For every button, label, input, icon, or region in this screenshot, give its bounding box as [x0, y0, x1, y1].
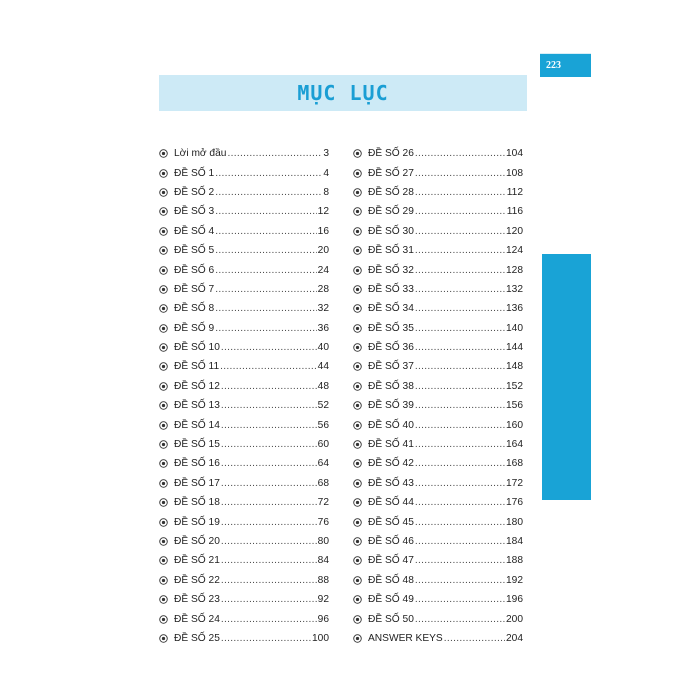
toc-entry-label: ĐỀ SỐ 23 — [174, 594, 220, 606]
toc-entry-page: 44 — [317, 361, 329, 373]
toc-entry-label: ĐỀ SỐ 8 — [174, 303, 215, 315]
dot-leader — [215, 265, 316, 276]
dot-leader — [221, 594, 317, 605]
toc-entry-label: ĐỀ SỐ 44 — [368, 497, 414, 509]
toc-entry-page: 52 — [317, 400, 329, 412]
toc-entry — [353, 435, 523, 454]
toc-entry-label: ĐỀ SỐ 45 — [368, 516, 414, 528]
bullet-icon — [159, 498, 168, 507]
bullet-icon — [159, 304, 168, 313]
toc-entry-page: 120 — [506, 225, 523, 237]
toc-entry-page: 80 — [317, 536, 329, 547]
toc-entry-page: 176 — [506, 497, 523, 509]
toc-entry-page: 136 — [506, 303, 523, 315]
bullet-icon — [159, 246, 168, 255]
dot-leader — [415, 265, 505, 276]
toc-column-left — [159, 144, 329, 648]
toc-entry-page: 40 — [317, 342, 329, 354]
toc-entry-label: ĐỀ SỐ 12 — [174, 380, 220, 392]
bullet-icon — [353, 149, 362, 158]
toc-entry-label: ĐỀ SỐ 31 — [368, 245, 414, 257]
bullet-icon — [159, 169, 168, 178]
dot-leader — [221, 439, 317, 450]
toc-entry-page: 96 — [317, 613, 329, 625]
toc-entry-label: ĐỀ SỐ 14 — [174, 419, 220, 431]
dot-leader — [215, 187, 322, 198]
bullet-icon — [353, 343, 362, 352]
toc-entry — [353, 532, 523, 551]
bullet-icon — [353, 479, 362, 488]
dot-leader — [415, 575, 505, 586]
toc-entry-label: ĐỀ SỐ 42 — [368, 458, 414, 470]
toc-entry-label: ĐỀ SỐ 39 — [368, 400, 414, 412]
bullet-icon — [159, 343, 168, 352]
toc-entry-label: ĐỀ SỐ 10 — [174, 342, 220, 354]
toc-entry — [353, 377, 523, 396]
dot-leader — [415, 148, 505, 159]
dot-leader — [415, 245, 505, 256]
toc-entry-page: 148 — [506, 361, 523, 373]
bullet-icon — [159, 149, 168, 158]
page-number-badge — [540, 53, 591, 77]
toc-entry-label: ĐỀ SỐ 19 — [174, 516, 220, 528]
dot-leader — [215, 206, 316, 217]
dot-leader — [221, 536, 317, 547]
toc-entry — [353, 280, 523, 299]
bullet-icon — [159, 576, 168, 585]
toc-entry — [159, 377, 329, 396]
toc-entry — [159, 260, 329, 279]
toc-entry-label: ĐỀ SỐ 29 — [368, 206, 414, 218]
toc-entry-page: 16 — [317, 225, 329, 237]
dot-leader — [415, 168, 505, 179]
bullet-icon — [353, 382, 362, 391]
toc-entry — [353, 629, 523, 648]
toc-entry — [159, 454, 329, 473]
toc-entry-label: ĐỀ SỐ 15 — [174, 439, 220, 451]
toc-entry-page: 100 — [312, 632, 329, 644]
dot-leader — [221, 478, 317, 489]
dot-leader — [415, 323, 505, 334]
bullet-icon — [353, 634, 362, 643]
toc-entry — [159, 532, 329, 551]
toc-entry-page: 112 — [506, 186, 523, 198]
toc-entry-page: 200 — [506, 613, 523, 625]
dot-leader — [415, 478, 505, 489]
toc-entry-label: ĐỀ SỐ 43 — [368, 477, 414, 489]
toc-entry-page: 8 — [323, 186, 329, 198]
toc-entry-page: 132 — [506, 283, 523, 295]
toc-entry — [159, 183, 329, 202]
toc-entry-page: 180 — [506, 516, 523, 528]
dot-leader — [221, 555, 317, 566]
bullet-icon — [353, 246, 362, 255]
toc-entry-page: 144 — [506, 342, 523, 354]
dot-leader — [221, 381, 317, 392]
dot-leader — [415, 536, 505, 547]
toc-entry-page: 196 — [506, 594, 523, 606]
toc-entry-label: ĐỀ SỐ 28 — [368, 186, 414, 198]
toc-entry-page: 12 — [317, 206, 329, 218]
toc-entry-label: ĐỀ SỐ 40 — [368, 419, 414, 431]
toc-entry-label: ĐỀ SỐ 4 — [174, 225, 215, 237]
toc-entry-page: 68 — [317, 477, 329, 489]
bullet-icon — [159, 479, 168, 488]
toc-entry-page: 108 — [506, 167, 523, 179]
dot-leader — [221, 420, 317, 431]
toc-entry — [353, 571, 523, 590]
bullet-icon — [159, 537, 168, 546]
toc-entry — [159, 338, 329, 357]
dot-leader — [415, 517, 505, 528]
bullet-icon — [353, 266, 362, 275]
toc-entry-label: ĐỀ SỐ 27 — [368, 167, 414, 179]
toc-entry-label: ĐỀ SỐ 13 — [174, 400, 220, 412]
toc-entry — [353, 319, 523, 338]
bullet-icon — [353, 595, 362, 604]
dot-leader — [415, 206, 506, 217]
bullet-icon — [159, 227, 168, 236]
toc-entry-label: ĐỀ SỐ 20 — [174, 536, 220, 547]
dot-leader — [415, 400, 505, 411]
toc-entry-label: ĐỀ SỐ 6 — [174, 264, 215, 276]
toc-entry-page: 60 — [317, 439, 329, 451]
dot-leader — [415, 381, 505, 392]
dot-leader — [415, 284, 505, 295]
toc-entry — [159, 280, 329, 299]
toc-entry-label: ĐỀ SỐ 3 — [174, 206, 215, 218]
toc-entry — [353, 260, 523, 279]
dot-leader — [415, 361, 505, 372]
toc-entry — [353, 512, 523, 531]
toc-entry-label: ĐỀ SỐ 33 — [368, 283, 414, 295]
toc-entry-page: 3 — [323, 148, 329, 160]
dot-leader — [221, 458, 317, 469]
toc-entry-page: 28 — [317, 283, 329, 295]
toc-entry-label: ĐỀ SỐ 5 — [174, 245, 215, 257]
bullet-icon — [353, 324, 362, 333]
toc-entry-label: ANSWER KEYS — [368, 632, 443, 644]
toc-entry-label: ĐỀ SỐ 1 — [174, 167, 215, 179]
toc-entry-page: 56 — [317, 419, 329, 431]
bullet-icon — [159, 421, 168, 430]
dot-leader — [415, 497, 505, 508]
toc-entry — [159, 299, 329, 318]
toc-entry-page: 164 — [506, 439, 523, 451]
dot-leader — [415, 303, 505, 314]
toc-entry-page: 192 — [506, 574, 523, 586]
bullet-icon — [159, 324, 168, 333]
toc-entry — [159, 319, 329, 338]
toc-entry-page: 184 — [506, 536, 523, 547]
toc-entry-label: ĐỀ SỐ 17 — [174, 477, 220, 489]
bullet-icon — [159, 634, 168, 643]
toc-entry-label: ĐỀ SỐ 36 — [368, 342, 414, 354]
toc-entry-page: 140 — [506, 322, 523, 334]
toc-entry-label: ĐỀ SỐ 37 — [368, 361, 414, 373]
dot-leader — [415, 187, 506, 198]
toc-entry — [353, 396, 523, 415]
toc-entry — [159, 202, 329, 221]
bullet-icon — [159, 266, 168, 275]
dot-leader — [415, 458, 505, 469]
toc-entry-label: ĐỀ SỐ 38 — [368, 380, 414, 392]
toc-column-right — [353, 144, 523, 648]
toc-entry-page: 128 — [506, 264, 523, 276]
dot-leader — [221, 342, 317, 353]
bullet-icon — [353, 285, 362, 294]
toc-entry — [353, 299, 523, 318]
toc-entry-page: 160 — [506, 419, 523, 431]
bullet-icon — [353, 401, 362, 410]
toc-entry — [159, 629, 329, 648]
toc-entry-page: 76 — [317, 516, 329, 528]
dot-leader — [221, 633, 311, 644]
toc-entry — [159, 241, 329, 260]
bullet-icon — [159, 440, 168, 449]
dot-leader — [415, 226, 505, 237]
bullet-icon — [353, 188, 362, 197]
page-number: 223 — [546, 60, 561, 71]
dot-leader — [215, 303, 316, 314]
toc-entry-label: ĐỀ SỐ 49 — [368, 594, 414, 606]
bullet-icon — [353, 304, 362, 313]
toc-entry — [159, 222, 329, 241]
toc-entry-label: ĐỀ SỐ 50 — [368, 613, 414, 625]
toc-entry-label: ĐỀ SỐ 48 — [368, 574, 414, 586]
toc-entry — [353, 241, 523, 260]
bullet-icon — [353, 537, 362, 546]
toc-entry-page: 104 — [506, 148, 523, 160]
toc-entry-page: 124 — [506, 245, 523, 257]
bullet-icon — [353, 459, 362, 468]
bullet-icon — [159, 401, 168, 410]
bullet-icon — [159, 362, 168, 371]
toc-entry-page: 24 — [317, 264, 329, 276]
toc-entry-page: 32 — [317, 303, 329, 315]
toc-entry-page: 168 — [506, 458, 523, 470]
toc-entry-label: ĐỀ SỐ 25 — [174, 632, 220, 644]
bullet-icon — [159, 382, 168, 391]
toc-entry — [159, 435, 329, 454]
dot-leader — [215, 168, 322, 179]
dot-leader — [221, 400, 317, 411]
toc-entry-page: 172 — [506, 477, 523, 489]
side-tab — [542, 254, 591, 500]
toc-entry-page: 72 — [317, 497, 329, 509]
dot-leader — [415, 555, 505, 566]
toc-entry — [159, 474, 329, 493]
dot-leader — [415, 594, 505, 605]
toc-entry-label: ĐỀ SỐ 21 — [174, 555, 220, 567]
toc-entry — [159, 144, 329, 163]
bullet-icon — [353, 518, 362, 527]
bullet-icon — [159, 595, 168, 604]
toc-entry — [353, 454, 523, 473]
toc-entry — [353, 338, 523, 357]
toc-entry — [159, 590, 329, 609]
bullet-icon — [159, 207, 168, 216]
toc-entry-label: ĐỀ SỐ 7 — [174, 283, 215, 295]
toc-entry-label: ĐỀ SỐ 30 — [368, 225, 414, 237]
toc-entry — [353, 415, 523, 434]
toc-entry-page: 88 — [317, 574, 329, 586]
dot-leader — [215, 245, 316, 256]
bullet-icon — [353, 440, 362, 449]
toc-entry-page: 4 — [323, 167, 329, 179]
toc-entry — [159, 357, 329, 376]
toc-entry-page: 156 — [506, 400, 523, 412]
toc-entry-label: ĐỀ SỐ 9 — [174, 322, 215, 334]
dot-leader — [444, 633, 505, 644]
toc-entry-label: ĐỀ SỐ 11 — [174, 361, 220, 373]
toc-entry-page: 188 — [506, 555, 523, 567]
toc-entry-label: ĐỀ SỐ 35 — [368, 322, 414, 334]
toc-entry — [353, 590, 523, 609]
bullet-icon — [353, 227, 362, 236]
dot-leader — [221, 517, 317, 528]
dot-leader — [221, 497, 317, 508]
toc-entry-label: ĐỀ SỐ 22 — [174, 574, 220, 586]
toc-entry-page: 92 — [317, 594, 329, 606]
bullet-icon — [353, 556, 362, 565]
bullet-icon — [353, 169, 362, 178]
toc-entry-label: ĐỀ SỐ 46 — [368, 536, 414, 547]
bullet-icon — [353, 498, 362, 507]
page-title: MỤC LỤC — [297, 81, 389, 105]
toc-entry-page: 84 — [317, 555, 329, 567]
toc-entry-label: ĐỀ SỐ 34 — [368, 303, 414, 315]
toc-entry — [159, 493, 329, 512]
dot-leader — [215, 323, 316, 334]
toc-entry — [353, 551, 523, 570]
toc-entry — [159, 512, 329, 531]
toc-entry — [353, 493, 523, 512]
toc-entry-label: ĐỀ SỐ 2 — [174, 186, 215, 198]
toc-entry — [353, 144, 523, 163]
toc-entry — [159, 551, 329, 570]
dot-leader — [221, 575, 317, 586]
dot-leader — [215, 284, 316, 295]
toc-entry-page: 152 — [506, 380, 523, 392]
toc-entry — [159, 163, 329, 182]
toc-entry — [353, 163, 523, 182]
toc-entry — [353, 202, 523, 221]
toc-entry — [353, 357, 523, 376]
toc-entry-page: 64 — [317, 458, 329, 470]
toc-entry — [159, 571, 329, 590]
dot-leader — [415, 439, 505, 450]
toc-entry-page: 20 — [317, 245, 329, 257]
bullet-icon — [159, 615, 168, 624]
toc-entry — [353, 474, 523, 493]
bullet-icon — [353, 615, 362, 624]
toc-entry-label: ĐỀ SỐ 16 — [174, 458, 220, 470]
bullet-icon — [353, 421, 362, 430]
bullet-icon — [159, 459, 168, 468]
bullet-icon — [159, 518, 168, 527]
toc-entry-page: 116 — [506, 206, 523, 218]
bullet-icon — [159, 285, 168, 294]
bullet-icon — [159, 188, 168, 197]
toc-entry-page: 36 — [317, 322, 329, 334]
dot-leader — [221, 614, 317, 625]
bullet-icon — [159, 556, 168, 565]
dot-leader — [220, 361, 317, 372]
bullet-icon — [353, 576, 362, 585]
toc-entry — [159, 396, 329, 415]
toc-entry-label: ĐỀ SỐ 41 — [368, 439, 414, 451]
toc-entry-label: ĐỀ SỐ 24 — [174, 613, 220, 625]
toc-entry-label: ĐỀ SỐ 18 — [174, 497, 220, 509]
toc-entry — [159, 415, 329, 434]
toc-entry-page: 48 — [317, 380, 329, 392]
toc-entry-label: ĐỀ SỐ 47 — [368, 555, 414, 567]
dot-leader — [415, 342, 505, 353]
dot-leader — [415, 614, 505, 625]
toc-entry — [353, 183, 523, 202]
toc-entry-label: ĐỀ SỐ 26 — [368, 148, 414, 160]
toc-entry-label: Lời mở đầu — [174, 148, 227, 160]
dot-leader — [415, 420, 505, 431]
bullet-icon — [353, 207, 362, 216]
toc-entry-label: ĐỀ SỐ 32 — [368, 264, 414, 276]
title-band — [159, 75, 527, 111]
dot-leader — [215, 226, 316, 237]
dot-leader — [227, 148, 322, 159]
toc-entry — [353, 222, 523, 241]
toc-entry — [159, 609, 329, 628]
toc-entry — [353, 609, 523, 628]
toc-entry-page: 204 — [506, 632, 523, 644]
bullet-icon — [353, 362, 362, 371]
